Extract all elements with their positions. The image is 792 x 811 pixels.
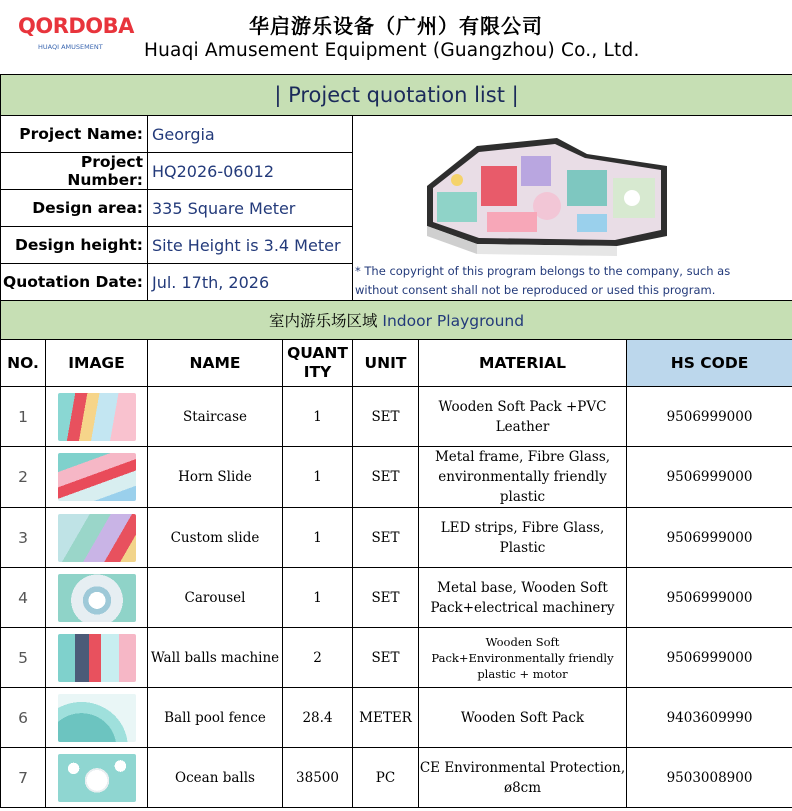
row-image-cell — [46, 748, 148, 808]
row-material: LED strips, Fibre Glass, Plastic — [419, 508, 627, 568]
table-row — [1, 387, 792, 447]
quotation-table — [0, 74, 792, 808]
row-unit: SET — [353, 387, 419, 447]
row-unit: SET — [353, 508, 419, 568]
project-name-value: Georgia — [148, 116, 353, 153]
company-name-chinese: 华启游乐设备（广州）有限公司 — [249, 14, 543, 38]
project-name-label: Project Name: — [1, 116, 148, 153]
row-unit: SET — [353, 447, 419, 508]
row-hs-code: 9506999000 — [627, 387, 792, 447]
row-hs-code: 9506999000 — [627, 447, 792, 508]
company-name-english: Huaqi Amusement Equipment (Guangzhou) Co., Ltd. — [144, 40, 640, 61]
row-image-cell — [46, 628, 148, 688]
page-title: | Project quotation list | — [1, 75, 792, 116]
row-unit: SET — [353, 568, 419, 628]
row-name: Ocean balls — [148, 748, 283, 808]
row-name: Staircase — [148, 387, 283, 447]
row-number: 5 — [1, 628, 46, 688]
design-height-label: Design height: — [1, 227, 148, 264]
ball-pool-fence-image — [58, 694, 136, 742]
document-header — [0, 0, 792, 74]
column-header-image: IMAGE — [46, 340, 148, 387]
row-quantity: 38500 — [283, 748, 353, 808]
row-hs-code: 9506999000 — [627, 508, 792, 568]
project-number-value: HQ2026-06012 — [148, 153, 353, 190]
row-number: 1 — [1, 387, 46, 447]
row-hs-code: 9403609990 — [627, 688, 792, 748]
row-number: 3 — [1, 508, 46, 568]
row-image-cell — [46, 568, 148, 628]
row-material: Wooden Soft Pack — [419, 688, 627, 748]
column-header-no: NO. — [1, 340, 46, 387]
row-hs-code: 9503008900 — [627, 748, 792, 808]
column-header-hs-code: HS CODE — [627, 340, 792, 387]
design-height-value: Site Height is 3.4 Meter — [148, 227, 353, 264]
row-image-cell — [46, 508, 148, 568]
row-hs-code: 9506999000 — [627, 568, 792, 628]
row-unit: SET — [353, 628, 419, 688]
table-row — [1, 748, 792, 808]
table-row — [1, 508, 792, 568]
row-quantity: 28.4 — [283, 688, 353, 748]
row-material: Metal frame, Fibre Glass, environmentally friendly plastic — [419, 447, 627, 508]
row-name: Wall balls machine — [148, 628, 283, 688]
row-image-cell — [46, 688, 148, 748]
row-number: 7 — [1, 748, 46, 808]
row-name: Ball pool fence — [148, 688, 283, 748]
design-area-label: Design area: — [1, 190, 148, 227]
row-material: Wooden Soft Pack +PVC Leather — [419, 387, 627, 447]
row-material: Metal base, Wooden Soft Pack+electrical machinery — [419, 568, 627, 628]
horn-slide-image — [58, 453, 136, 501]
staircase-image — [58, 393, 136, 441]
row-material: Wooden Soft Pack+Environmentally friendly plastic + motor — [419, 628, 627, 688]
playground-render-image — [417, 126, 681, 258]
table-row — [1, 447, 792, 508]
section-header — [1, 301, 792, 340]
column-header-name: NAME — [148, 340, 283, 387]
quotation-date-value: Jul. 17th, 2026 — [148, 264, 353, 301]
row-quantity: 1 — [283, 387, 353, 447]
row-name: Horn Slide — [148, 447, 283, 508]
column-header-quantity-text: QUANTITY — [287, 344, 348, 381]
row-image-cell — [46, 447, 148, 508]
carousel-image — [58, 574, 136, 622]
column-header-unit: UNIT — [353, 340, 419, 387]
column-header-quantity — [283, 340, 353, 387]
logo-wordmark: QORDOBA — [18, 14, 134, 38]
row-name: Custom slide — [148, 508, 283, 568]
row-number: 6 — [1, 688, 46, 748]
design-area-value: 335 Square Meter — [148, 190, 353, 227]
row-quantity: 2 — [283, 628, 353, 688]
ocean-balls-image — [58, 754, 136, 802]
row-image-cell — [46, 387, 148, 447]
logo-subtitle: HUAQI AMUSEMENT — [38, 43, 103, 51]
row-quantity: 1 — [283, 447, 353, 508]
row-quantity: 1 — [283, 568, 353, 628]
table-row — [1, 688, 792, 748]
row-material: CE Environmental Protection, ø8cm — [419, 748, 627, 808]
row-number: 2 — [1, 447, 46, 508]
section-title-cn: 室内游乐场区域 — [268, 312, 378, 330]
row-unit: METER — [353, 688, 419, 748]
custom-slide-image — [58, 514, 136, 562]
wall-balls-machine-image — [58, 634, 136, 682]
row-unit: PC — [353, 748, 419, 808]
project-render-cell — [353, 116, 792, 301]
table-row — [1, 568, 792, 628]
column-header-material: MATERIAL — [419, 340, 627, 387]
quotation-date-label: Quotation Date: — [1, 264, 148, 301]
copyright-notice: * The copyright of this program belongs to the company, such as without consent shall not be reproduced or used this program. — [355, 264, 731, 297]
row-hs-code: 9506999000 — [627, 628, 792, 688]
row-number: 4 — [1, 568, 46, 628]
row-quantity: 1 — [283, 508, 353, 568]
table-row — [1, 628, 792, 688]
section-title-en: Indoor Playground — [377, 312, 525, 330]
project-number-label: Project Number: — [1, 153, 148, 190]
row-name: Carousel — [148, 568, 283, 628]
